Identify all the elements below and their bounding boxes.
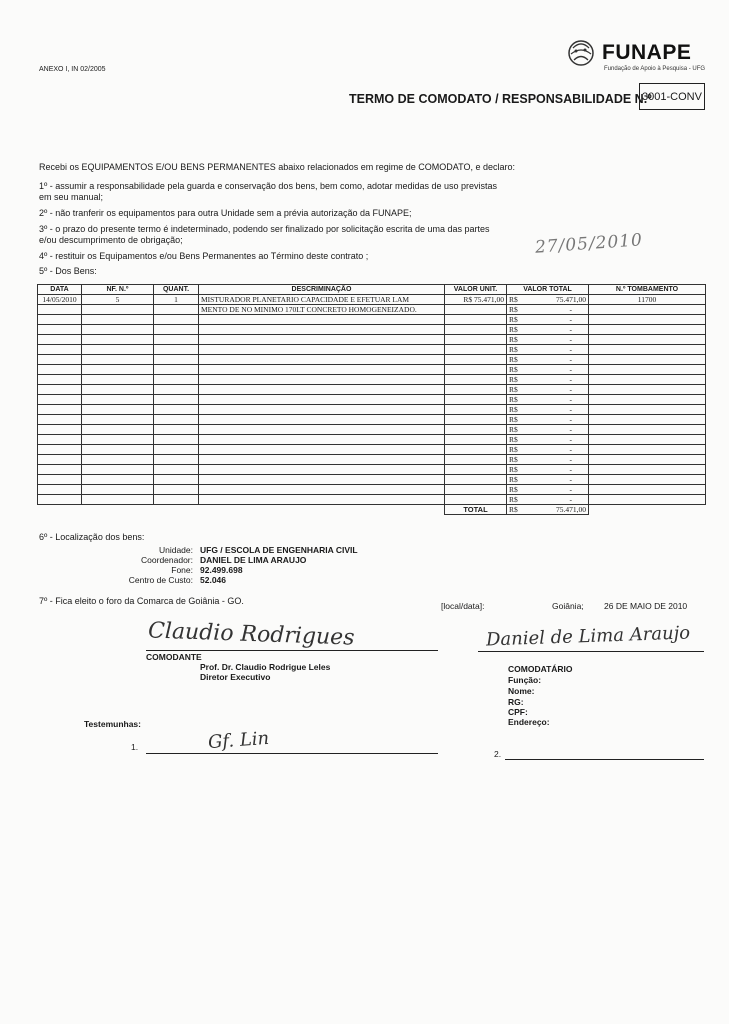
document-number: 3001-CONV xyxy=(642,90,702,103)
cell-unit: R$ 75.471,00 xyxy=(445,295,507,305)
cell-total: R$ - xyxy=(507,315,589,325)
comodatario-cpf: CPF: xyxy=(508,707,528,717)
comodante-signature: Claudio Rodrigues xyxy=(147,618,355,651)
witnesses-label: Testemunhas: xyxy=(84,719,141,729)
table-row xyxy=(38,465,706,475)
comodatario-rg: RG: xyxy=(508,697,524,707)
cell-desc: MENTO DE NO MINIMO 170LT CONCRETO HOMOGENEIZADO. xyxy=(199,305,445,315)
coordenador-label: Coordenador: xyxy=(141,555,193,565)
comodatario-nome: Nome: xyxy=(508,686,535,696)
comodatario-endereco: Endereço: xyxy=(508,717,550,727)
cell-total: R$ - xyxy=(507,415,589,425)
cell-total-value: 75.471,00 xyxy=(556,295,586,304)
city: Goiânia; xyxy=(552,601,584,611)
witness-1-number: 1. xyxy=(131,742,139,752)
cell-nf: 5 xyxy=(82,295,154,305)
document-title: TERMO DE COMODATO / RESPONSABILIDADE N.º xyxy=(349,92,652,106)
cell-data: 14/05/2010 xyxy=(38,295,82,305)
clause-1-line-1: 1º - assumir a responsabilidade pela guarda e conservação dos bens, bem como, adotar medidas de uso previstas xyxy=(39,181,498,191)
fone-value: 92.499.698 xyxy=(200,565,243,575)
cell-total: R$ - xyxy=(507,375,589,385)
table-row xyxy=(38,425,706,435)
cell-total: R$ - xyxy=(507,475,589,485)
witness-2-line xyxy=(505,759,704,760)
total-value-cell: R$ 75.471,00 xyxy=(507,505,589,515)
table-row xyxy=(38,295,706,305)
location-heading: 6º - Localização dos bens: xyxy=(39,532,145,542)
cell-total: R$ - xyxy=(507,395,589,405)
centro-custo-label: Centro de Custo: xyxy=(128,575,193,585)
table-row xyxy=(38,475,706,485)
cell-total: R$ - xyxy=(507,435,589,445)
funape-logo-subtitle: Fundação de Apoio à Pesquisa - UFG xyxy=(604,66,706,72)
cell-total: R$ - xyxy=(507,305,589,315)
table-row xyxy=(38,505,706,515)
handwritten-date: 27/05/2010 xyxy=(534,230,644,258)
header-nf: NF. N.º xyxy=(82,285,154,295)
cell-total: R$ - xyxy=(507,345,589,355)
table-row xyxy=(38,385,706,395)
comodante-role: Diretor Executivo xyxy=(200,672,271,682)
cell-total: R$ - xyxy=(507,445,589,455)
table-row xyxy=(38,365,706,375)
total-label: TOTAL xyxy=(445,505,507,515)
table-row xyxy=(38,305,706,315)
cell-total: R$ - xyxy=(507,355,589,365)
table-row xyxy=(38,405,706,415)
comodatario-signature: Daniel de Lima Araujo xyxy=(485,622,691,651)
cell-total: R$ - xyxy=(507,485,589,495)
cell-total: R$ - xyxy=(507,455,589,465)
table-row xyxy=(38,415,706,425)
clause-2: 2º - não tranferir os equipamentos para outra Unidade sem a prévia autorização da FUNAPE; xyxy=(39,208,412,218)
table-row xyxy=(38,325,706,335)
fone-label: Fone: xyxy=(171,565,193,575)
date: 26 DE MAIO DE 2010 xyxy=(604,601,688,611)
intro-text: Recebi os EQUIPAMENTOS E/OU BENS PERMANENTES abaixo relacionados em regime de COMODATO, e declaro: xyxy=(39,162,515,172)
comodante-signature-line xyxy=(146,650,438,651)
table-row xyxy=(38,375,706,385)
comodatario-funcao: Função: xyxy=(508,675,542,685)
comodante-name: Prof. Dr. Claudio Rodrigue Leles xyxy=(200,662,331,672)
cell-quant: 1 xyxy=(154,295,199,305)
table-row xyxy=(38,345,706,355)
clause-3-line-1: 3º - o prazo do presente termo é indeterminado, podendo ser finalizado por solicitação escrita de uma das partes xyxy=(39,224,490,234)
header-valor-unit: VALOR UNIT. xyxy=(445,285,507,295)
header-data: DATA xyxy=(38,285,82,295)
cell-total: R$ - xyxy=(507,335,589,345)
funape-logo-text: FUNAPE xyxy=(602,41,692,64)
cell-total: R$ - xyxy=(507,425,589,435)
header-quant: QUANT. xyxy=(154,285,199,295)
cell-total: R$ - xyxy=(507,405,589,415)
unidade-value: UFG / ESCOLA DE ENGENHARIA CIVIL xyxy=(200,545,358,555)
table-row xyxy=(38,445,706,455)
centro-custo-value: 52.046 xyxy=(200,575,226,585)
cell-total: R$ - xyxy=(507,365,589,375)
unidade-label: Unidade: xyxy=(158,545,193,555)
document-number-box xyxy=(639,83,705,110)
table-row xyxy=(38,435,706,445)
cell-total: R$ - xyxy=(507,385,589,395)
table-row xyxy=(38,335,706,345)
clause-4: 4º - restituir os Equipamentos e/ou Bens Permanentes ao Término deste contrato ; xyxy=(39,251,369,261)
assets-table xyxy=(37,284,706,515)
witness-2-number: 2. xyxy=(494,749,502,759)
cell-total: R$ - xyxy=(507,465,589,475)
annex-reference: ANEXO I, IN 02/2005 xyxy=(39,66,106,73)
clause-5: 5º - Dos Bens: xyxy=(39,266,97,276)
header-valor-total: VALOR TOTAL xyxy=(507,285,589,295)
funape-logo-icon xyxy=(563,38,599,68)
table-row xyxy=(38,355,706,365)
local-data-label: [local/data]: xyxy=(441,601,485,611)
table-header-row xyxy=(38,285,706,295)
table-row xyxy=(38,495,706,505)
comodatario-label: COMODATÁRIO xyxy=(508,664,573,674)
header-descriminacao: DESCRIMINAÇÃO xyxy=(199,285,445,295)
cell-total: R$ - xyxy=(507,495,589,505)
cell-currency: R$ xyxy=(509,295,518,304)
witness-1-signature: Gf. Lin xyxy=(207,727,270,754)
cell-total xyxy=(507,295,589,305)
cell-tombamento: 11700 xyxy=(589,295,706,305)
comodante-label: COMODANTE xyxy=(146,652,202,662)
forum-clause: 7º - Fica eleito o foro da Comarca de Goiânia - GO. xyxy=(39,596,244,606)
coordenador-value: DANIEL DE LIMA ARAUJO xyxy=(200,555,307,565)
cell-desc: MISTURADOR PLANETARIO CAPACIDADE E EFETUAR LAM xyxy=(199,295,445,305)
witness-1-line xyxy=(146,753,438,754)
clause-3-line-2: e/ou descumprimento de obrigação; xyxy=(39,235,183,245)
table-row xyxy=(38,485,706,495)
clause-1-line-2: em seu manual; xyxy=(39,192,104,202)
table-row xyxy=(38,395,706,405)
table-row xyxy=(38,315,706,325)
comodatario-signature-line xyxy=(478,651,704,652)
cell-total: R$ - xyxy=(507,325,589,335)
table-row xyxy=(38,455,706,465)
header-tombamento: N.º TOMBAMENTO xyxy=(589,285,706,295)
